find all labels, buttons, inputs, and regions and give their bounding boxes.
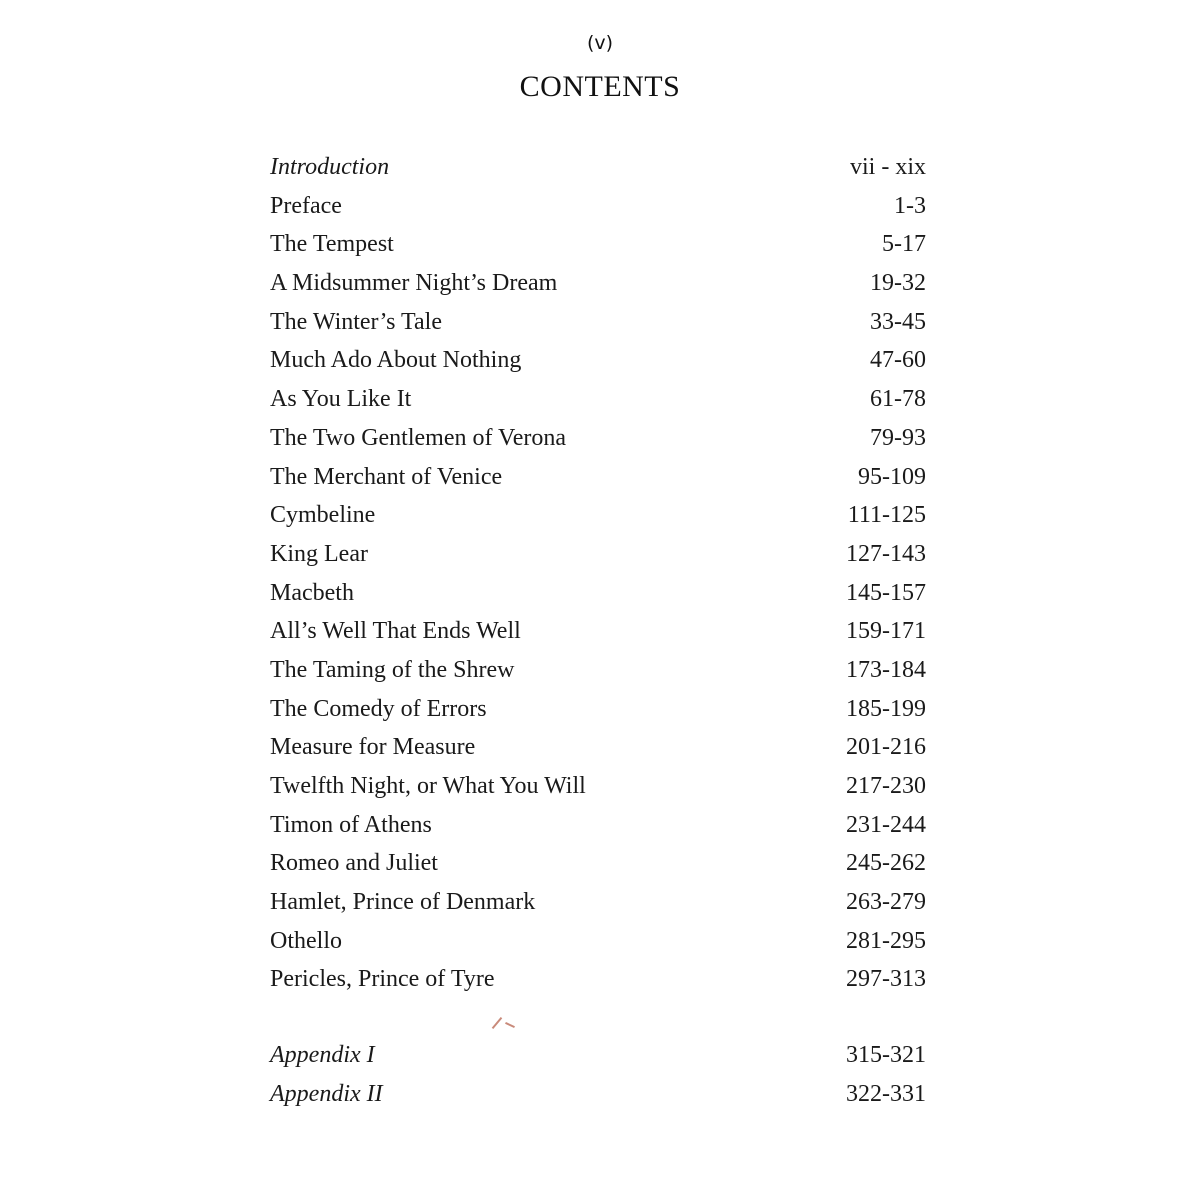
toc-appendix-list [270, 1036, 926, 1113]
toc-entry [270, 612, 926, 651]
entry-page-range: 145-157 [846, 579, 926, 606]
entry-title: Introduction [270, 154, 390, 180]
entry-page-range: 315-321 [846, 1042, 926, 1068]
entry-page-range: vii - xix [850, 154, 926, 180]
toc-entry [270, 380, 926, 419]
entry-title: As You Like It [270, 386, 412, 413]
entry-title: All’s Well That Ends Well [270, 618, 521, 645]
toc-entry [270, 844, 926, 883]
toc-entry [270, 148, 926, 187]
entry-page-range: 263-279 [846, 889, 926, 916]
toc-entry [270, 341, 926, 380]
entry-title: Preface [270, 192, 342, 219]
entry-title: King Lear [270, 540, 368, 567]
entry-page-range: 111-125 [847, 502, 926, 529]
entry-title: Cymbeline [270, 502, 376, 529]
red-speck-mark [505, 1022, 515, 1028]
toc-entry [270, 458, 926, 497]
entry-title: Timon of Athens [270, 811, 432, 838]
toc-entry [270, 187, 926, 226]
entry-title: The Taming of the Shrew [270, 656, 515, 683]
toc-entry [270, 303, 926, 342]
entry-title: Twelfth Night, or What You Will [270, 773, 586, 799]
entry-page-range: 201-216 [846, 734, 926, 761]
toc-entry [270, 225, 926, 264]
page-number: (v) [586, 32, 614, 54]
entry-title: Much Ado About Nothing [270, 347, 522, 374]
entry-page-range: 79-93 [870, 424, 926, 451]
toc-entry [270, 922, 926, 961]
entry-title: Hamlet, Prince of Denmark [270, 889, 536, 916]
toc-entry [270, 960, 926, 999]
entry-title: The Comedy of Errors [270, 695, 487, 722]
entry-title: Romeo and Juliet [270, 850, 438, 877]
entry-page-range: 61-78 [870, 386, 926, 413]
red-speck-mark [492, 1017, 503, 1029]
entry-title: Othello [270, 927, 342, 954]
entry-title: Appendix II [270, 1080, 383, 1107]
entry-page-range: 173-184 [846, 656, 926, 683]
toc-entry [270, 806, 926, 845]
toc-entry [270, 264, 926, 303]
toc-entry [270, 767, 926, 806]
entry-page-range: 217-230 [846, 773, 926, 799]
toc-entry [270, 651, 926, 690]
entry-title: Appendix I [270, 1042, 375, 1068]
toc-entry [270, 574, 926, 613]
toc-entry [270, 728, 926, 767]
entry-page-range: 245-262 [846, 850, 926, 877]
entry-title: The Two Gentlemen of Verona [270, 424, 567, 451]
entry-page-range: 33-45 [870, 308, 926, 335]
entry-title: Pericles, Prince of Tyre [270, 966, 495, 993]
entry-title: The Tempest [270, 231, 394, 258]
entry-page-range: 19-32 [870, 270, 926, 297]
entry-title: Measure for Measure [270, 734, 476, 761]
entry-title: A Midsummer Night’s Dream [270, 270, 558, 297]
entry-title: The Winter’s Tale [270, 308, 442, 335]
entry-page-range: 95-109 [858, 463, 926, 490]
entry-title: Macbeth [270, 579, 354, 606]
entry-page-range: 281-295 [846, 927, 926, 954]
toc-entry [270, 535, 926, 574]
entry-page-range: 297-313 [846, 966, 926, 993]
appendix-entry [270, 1075, 926, 1114]
entry-page-range: 127-143 [846, 540, 926, 567]
toc-entry [270, 419, 926, 458]
entry-page-range: 1-3 [894, 192, 926, 219]
entry-page-range: 185-199 [846, 695, 926, 722]
toc-entry [270, 496, 926, 535]
toc-main-list [270, 148, 926, 999]
entry-page-range: 47-60 [870, 347, 926, 374]
page-title: CONTENTS [519, 70, 681, 103]
entry-title: The Merchant of Venice [270, 463, 503, 490]
entry-page-range: 322-331 [846, 1080, 926, 1107]
toc-entry [270, 883, 926, 922]
toc-entry [270, 690, 926, 729]
entry-page-range: 5-17 [882, 231, 926, 258]
appendix-entry [270, 1036, 926, 1075]
entry-page-range: 159-171 [846, 618, 926, 645]
entry-page-range: 231-244 [846, 811, 926, 838]
